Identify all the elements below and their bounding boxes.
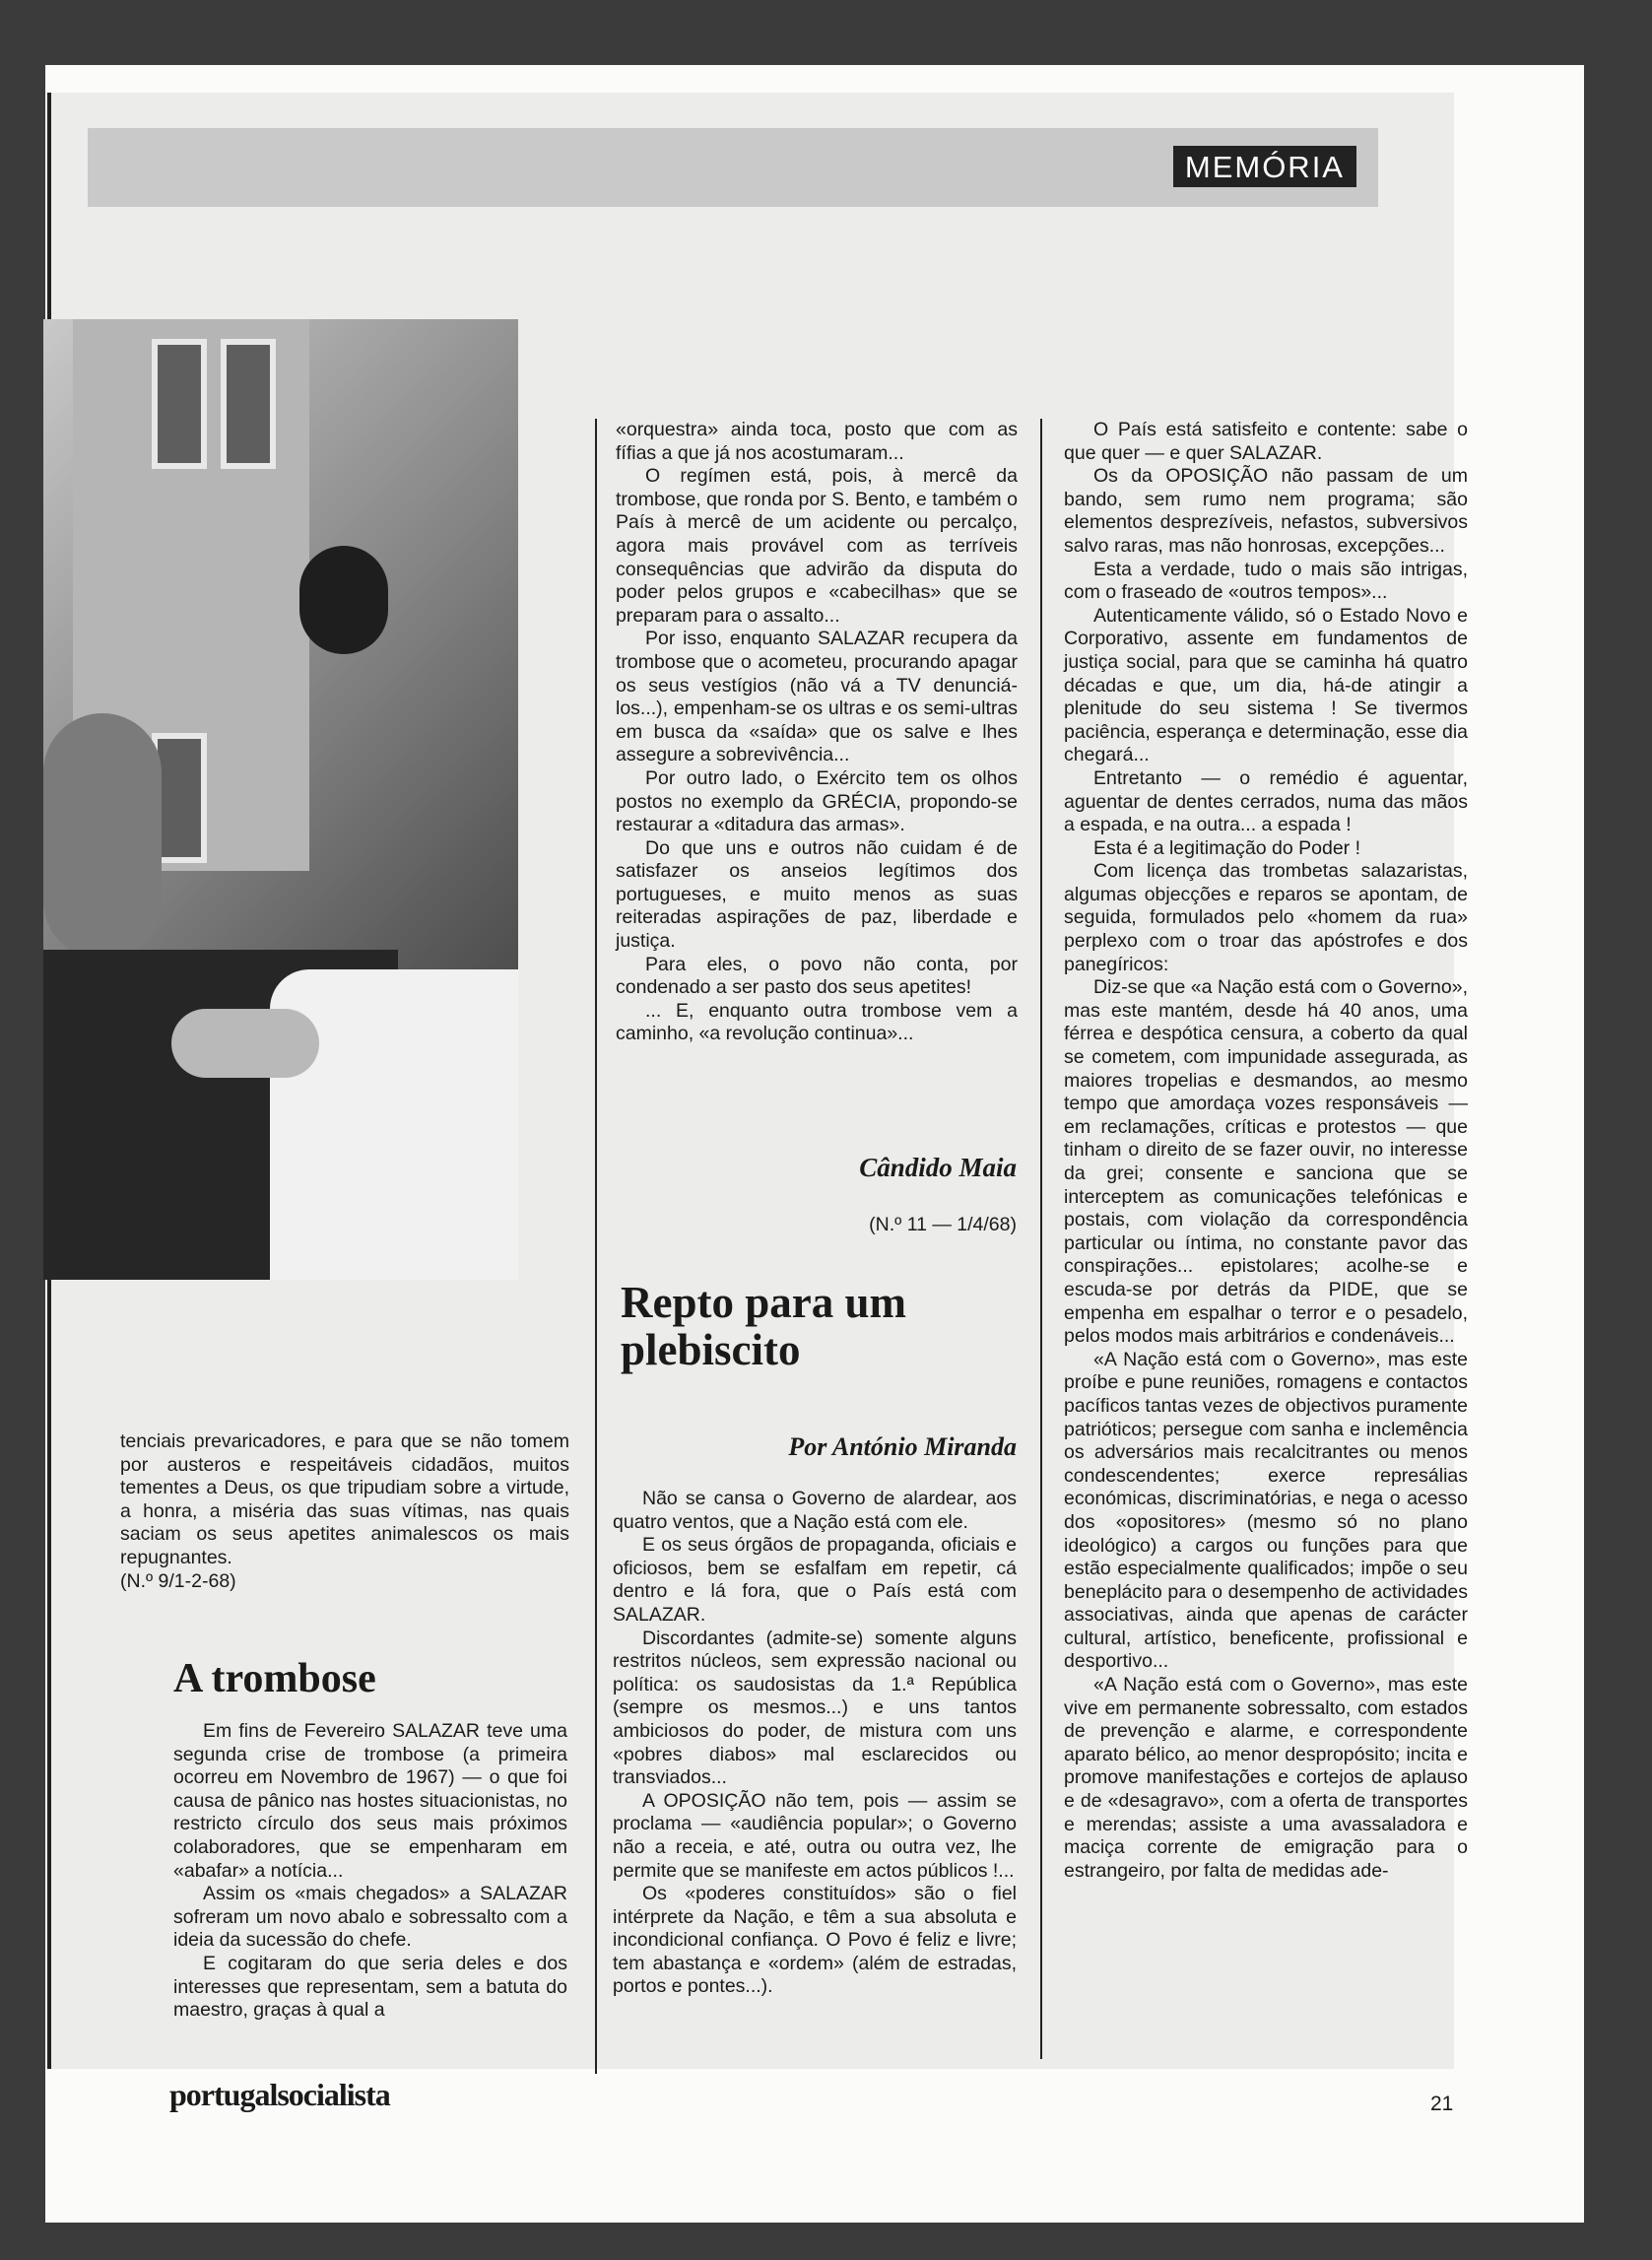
paragraph: «A Nação está com o Governo», mas este vive em permanente sobressalto, com estados de prevenção e alarme, e correspondente aparato bélico, ao menor despropósito; incita e promove manifestações e cortejos de aplauso e de «desagravo», com a oferta de transportes e merendas; assiste a uma avassaladora e maciça corrente de emigração para o estrangeiro, por falta de medidas ade- (1064, 1674, 1468, 1882)
column-2-top (616, 419, 1018, 1046)
paragraph: Os da OPOSIÇÃO não passam de um bando, sem rumo nem programa; são elementos desprezíveis, nefastos, subversivos salvo raras, mas não honrosas, excepções... (1064, 465, 1468, 557)
section-band (88, 128, 1378, 207)
paragraph: Não se cansa o Governo de alardear, aos quatro ventos, que a Nação está com ele. (613, 1488, 1017, 1533)
column-1-body (173, 1720, 567, 2023)
photo-highlight (270, 969, 518, 1280)
paragraph: Para eles, o povo não conta, por condenado a ser pasto dos seus apetites! (616, 953, 1018, 999)
section-tag: MEMÓRIA (1173, 146, 1356, 187)
news-photo (43, 319, 518, 1280)
photo-hand (171, 1009, 319, 1078)
photo-window (152, 339, 207, 469)
issue-reference: (N.º 11 — 1/4/68) (869, 1214, 1017, 1235)
photo-microphone (299, 546, 388, 654)
paragraph: tenciais prevaricadores, e para que se não tomem por austeros e respeitáveis cidadãos, muitos tementes a Deus, os que tripudiam sobre a virtude, a honra, a miséria das suas vítimas, nas quais saciam os seus apetites animalescos os mais repugnantes. (120, 1430, 569, 1568)
page-number: 21 (1430, 2093, 1454, 2115)
paragraph: Esta é a legitimação do Poder ! (1093, 836, 1360, 859)
paragraph: A OPOSIÇÃO não tem, pois — assim se proclama — «audiência popular»; o Governo não a receia, e até, outra ou outra vez, lhe permite que se manifeste em actos públicos !... (613, 1789, 1017, 1882)
article-heading-repto: Repto para um plebiscito (621, 1278, 906, 1374)
paragraph: Por outro lado, o Exército tem os olhos postos no exemplo da GRÉCIA, propondo-se restaurar a «ditadura das armas». (616, 766, 1018, 836)
column-rule (1040, 419, 1042, 2059)
author-name: Cândido Maia (859, 1153, 1017, 1182)
paragraph: O País está satisfeito e contente: sabe o que quer — e quer SALAZAR. (1064, 419, 1468, 464)
column-2-body (613, 1488, 1017, 1999)
paragraph: O regímen está, pois, à mercê da trombose, que ronda por S. Bento, e também o País à mercê de um acidente ou percalço, agora mais provável com as terríveis consequências que advirão da disputa do poder pelos grupos e «cabecilhas» que se preparam para o assalto... (616, 465, 1018, 627)
paragraph: E cogitaram do que seria deles e dos interesses que representam, sem a batuta do maestro, graças à qual a (173, 1952, 567, 2022)
paragraph: Os «poderes constituídos» são o fiel intérprete da Nação, e têm a sua absoluta e incondicional confiança. O Povo é feliz e livre; tem abastança e «ordem» (além de estradas, portos e pontes...). (613, 1883, 1017, 1998)
paragraph: E os seus órgãos de propaganda, oficiais e oficiosos, bem se esfalfam em repetir, cá dentro e lá fora, que o País está com SALAZAR. (613, 1534, 1017, 1626)
paragraph: Do que uns e outros não cuidam é de satisfazer os anseios legítimos dos portugueses, e muito menos as suas reiteradas aspirações de paz, liberdade e justiça. (616, 836, 1018, 953)
paragraph: Autenticamente válido, só o Estado Novo e Corporativo, assente em fundamentos de justiça social, para que se caminha há quatro décadas e que, um dia, há-de atingir a plenitude do seu sistema ! Se tivermos paciência, esperança e determinação, esse dia chegará... (1064, 604, 1468, 766)
paragraph: Por isso, enquanto SALAZAR recupera da trombose que o acometeu, procurando apagar os seus vestígios (não vá a TV denunciá-los...), empenham-se os ultras e os semi-ultras em busca da «saída» que os salve e lhes assegure a sobrevivência... (616, 628, 1018, 766)
paragraph: Diz-se que «a Nação está com o Governo», mas este mantém, desde há 40 anos, uma férrea e despótica censura, a coberto da qual se cometem, com impunidade assegurada, as maiores tropelias e desmandos, ao mesmo tempo que amordaça vozes responsáveis — em reclamações, críticas e protestos — que tinham o direito de se fazer ouvir, no interesse da grei; consente e sanciona que se interceptem as comunicações telefónicas e postais, com violação da correspondência particular ou íntima, no constante pavor das conspirações... epistolares; acolhe-se e escuda-se por detrás da PIDE, que se empenha em espalhar o terror e o pesadelo, pelos modos mais arbitrários e condenáveis... (1064, 976, 1468, 1348)
paragraph: Entretanto — o remédio é aguentar, aguentar de dentes cerrados, numa das mãos a espada, e na outra... a espada ! (1064, 766, 1468, 836)
paragraph: Com licença das trombetas salazaristas, algumas objecções e reparos se apontam, de seguida, formulados pelo «homem da rua» perplexo com o troar das apóstrofes e dos panegíricos: (1064, 860, 1468, 975)
photo-person (43, 713, 162, 960)
paragraph: Assim os «mais chegados» a SALAZAR sofreram um novo abalo e sobressalto com a ideia da sucessão do chefe. (173, 1883, 567, 1952)
issue-reference: (N.º 9/1-2-68) (120, 1569, 236, 1592)
publication-logo: portugalsocialista (169, 2077, 390, 2112)
column-rule (595, 419, 597, 2074)
byline: Por António Miranda (788, 1432, 1017, 1461)
paragraph: ... E, enquanto outra trombose vem a caminho, «a revolução continua»... (616, 999, 1018, 1045)
photo-window (221, 339, 276, 469)
column-1-top (120, 1430, 569, 1593)
paragraph: Esta a verdade, tudo o mais são intrigas, com o fraseado de «outros tempos»... (1064, 558, 1468, 604)
article-heading-trombose: A trombose (173, 1656, 376, 1701)
paragraph: «orquestra» ainda toca, posto que com as fífias a que já nos acostumaram... (616, 419, 1018, 464)
paragraph: Discordantes (admite-se) somente alguns restritos núcleos, sem expressão nacional ou política: os saudosistas da 1.ª República (sempre os mesmos...) e uns tantos ambiciosos do poder, de mistura com uns «pobres diabos» mal esclarecidos ou transviados... (613, 1627, 1017, 1789)
paragraph: «A Nação está com o Governo», mas este proíbe e pune reuniões, romagens e contactos pacíficos tantas vezes de objectivos puramente patrióticos; persegue com sanha e inclemência os adversários mais recalcitrantes ou menos condescendentes; exerce represálias económicas, discriminatórias, e nega o acesso dos «opositores» (mesmo só no plano ideológico) a cargos ou funções para que estão especialmente qualificados; impõe o seu beneplácito para o desempenho de actividades associativas, ainda que apenas de carácter cultural, artístico, beneficente, profissional e desportivo... (1064, 1348, 1468, 1673)
column-3 (1064, 419, 1468, 1883)
paragraph: Em fins de Fevereiro SALAZAR teve uma segunda crise de trombose (a primeira ocorreu em Novembro de 1967) — o que foi causa de pânico nas hostes situacionistas, no restricto círculo dos seus mais próximos colaboradores, que se empenharam em «abafar» a notícia... (173, 1720, 567, 1882)
